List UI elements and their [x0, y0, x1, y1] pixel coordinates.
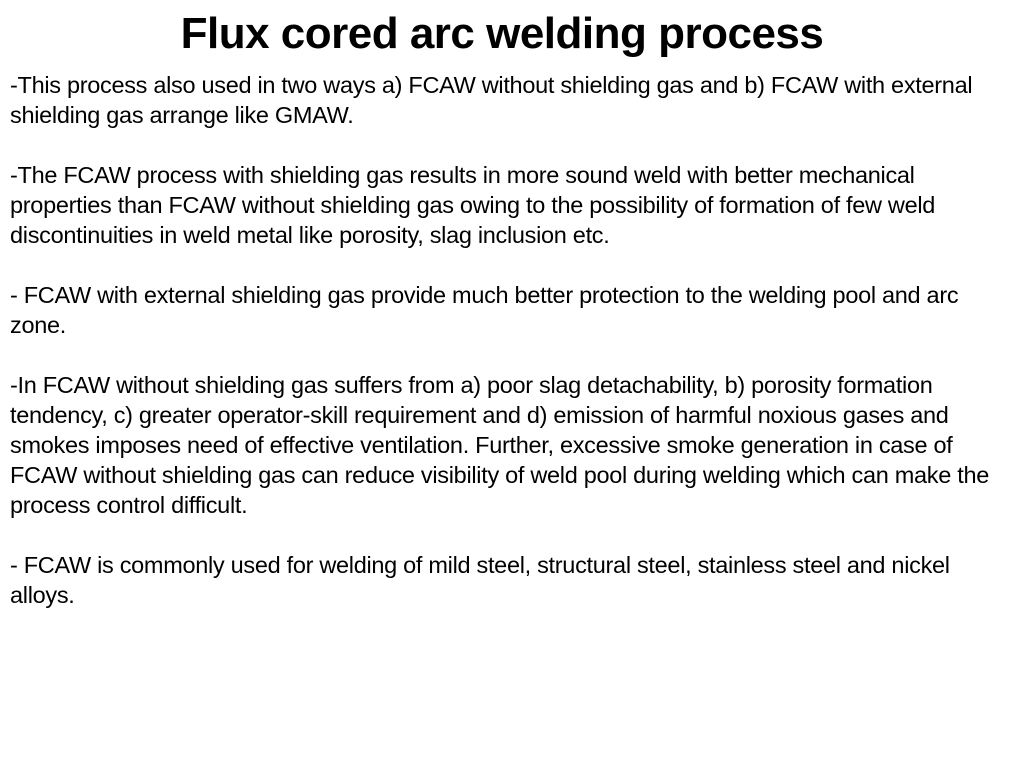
paragraph-protection: - FCAW with external shielding gas provide much better protection to the welding pool and arc zone. — [10, 282, 959, 338]
paragraph-weld-quality: -The FCAW process with shielding gas results in more sound weld with better mechanical properties than FCAW without shielding gas owing to the possibility of formation of few weld discontinuities in weld metal like porosity, slag inclusion etc. — [10, 162, 936, 248]
paragraph-shielding-modes: -This process also used in two ways a) FCAW without shielding gas and b) FCAW with external shielding gas arrange like GMAW. — [10, 72, 973, 128]
slide-title: Flux cored arc welding process — [180, 9, 824, 58]
slide-body — [10, 70, 1006, 640]
paragraph-applications: - FCAW is commonly used for welding of mild steel, structural steel, stainless steel and nickel alloys. — [10, 552, 950, 608]
paragraph-drawbacks: -In FCAW without shielding gas suffers from a) poor slag detachability, b) porosity formation tendency, c) greater operator-skill requirement and d) emission of harmful noxious gases and smokes imposes need of effective ventilation. Further, excessive smoke generation in case of FCAW without shielding gas can reduce visibility of weld pool during welding which can make the process control difficult. — [10, 372, 990, 518]
